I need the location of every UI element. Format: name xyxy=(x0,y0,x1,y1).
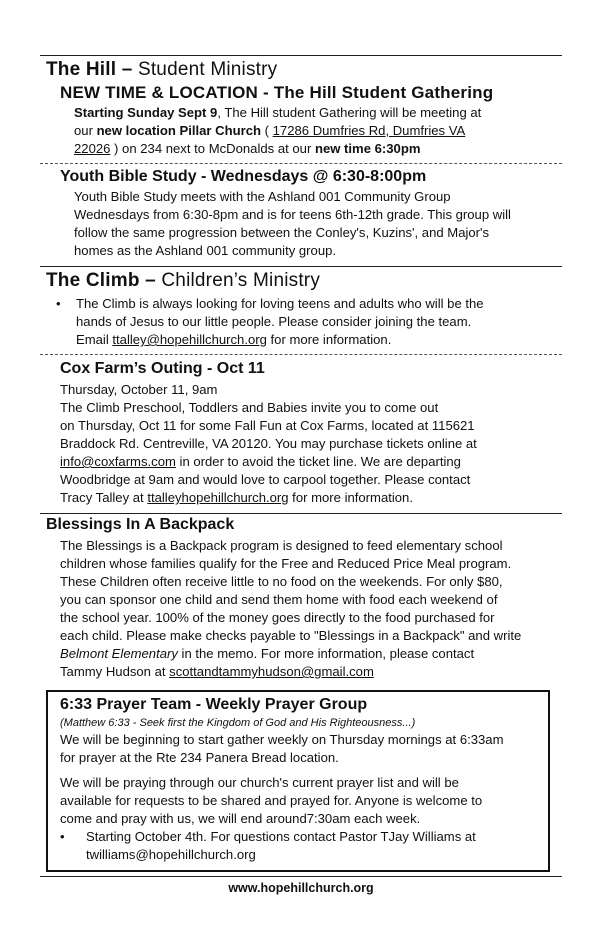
cox-line: Braddock Rd. Centreville, VA 20120. You may purchase tickets online at xyxy=(60,436,477,451)
hill-start-date: Starting Sunday Sept 9 xyxy=(74,105,218,120)
climb-subtitle: Children’s Ministry xyxy=(161,270,321,291)
bullet-icon: • xyxy=(60,829,65,844)
hill-text: ) on 234 next to McDonalds at our xyxy=(110,141,315,156)
dashed-divider xyxy=(40,354,562,355)
newsletter-page xyxy=(40,0,562,929)
hill-location: new location Pillar Church xyxy=(96,123,261,138)
climb-title: The Climb xyxy=(46,270,140,291)
blessings-email-link[interactable]: scottandtammyhudson@gmail.com xyxy=(169,664,374,679)
hill-time: new time 6:30pm xyxy=(314,141,421,156)
footer-website[interactable]: www.hopehillchurch.org xyxy=(228,881,374,895)
blessings-title: Blessings In A Backpack xyxy=(46,516,235,533)
climb-bullet-item xyxy=(40,295,562,349)
prayer-verse: (Matthew 6:33 - Seek first the Kingdom of God and His Righteousness...) xyxy=(60,717,416,729)
youth-section xyxy=(40,168,562,260)
blessings-line: you can sponsor one child and send them home with food each weekend of xyxy=(60,592,498,607)
hill-text: , The Hill student Gathering will be meeting at xyxy=(217,105,482,120)
cox-paragraph xyxy=(40,381,562,507)
blessings-line: the school year. 100% of the money goes directly to the food purchased for xyxy=(60,610,495,625)
cox-line: for more information. xyxy=(288,490,413,505)
climb-line: hands of Jesus to our little people. Please consider joining the team. xyxy=(76,314,472,329)
climb-section xyxy=(40,270,562,349)
hill-subtitle: Student Ministry xyxy=(137,59,278,80)
section-divider xyxy=(40,266,562,267)
prayer-line: Starting October 4th. For questions contact Pastor TJay Williams at xyxy=(86,829,476,844)
cox-line: in order to avoid the ticket line. We are departing xyxy=(175,454,461,469)
cox-title: Cox Farm’s Outing - Oct 11 xyxy=(60,360,265,377)
prayer-title: 6:33 Prayer Team - Weekly Prayer Group xyxy=(60,696,368,713)
youth-paragraph xyxy=(40,188,562,260)
blessings-paragraph xyxy=(40,537,562,681)
blessings-line: children whose families qualify for the Free and Reduced Price Meal program. xyxy=(60,556,512,571)
cox-date: Thursday, October 11, 9am xyxy=(60,382,218,397)
blessings-line: These Children often receive little to no food on the weekends. For only $80, xyxy=(60,574,503,589)
bottom-divider xyxy=(40,876,562,877)
climb-dash: – xyxy=(139,270,162,291)
climb-line: for more information. xyxy=(266,332,392,347)
hill-text: ( xyxy=(261,123,273,138)
prayer-line: for prayer at the Rte 234 Panera Bread location. xyxy=(60,750,339,765)
prayer-contact-email: twilliams@hopehillchurch.org xyxy=(86,847,256,862)
prayer-box xyxy=(46,690,550,872)
youth-title: Youth Bible Study - Wednesdays @ 6:30-8:00pm xyxy=(60,168,427,185)
climb-line: The Climb is always looking for loving teens and adults who will be the xyxy=(76,296,484,311)
dashed-divider xyxy=(40,163,562,164)
prayer-bullet-item xyxy=(60,828,544,864)
section-divider xyxy=(40,513,562,514)
cox-line: Woodbridge at 9am and would love to carpool together. Please contact xyxy=(60,472,471,487)
hill-text: our xyxy=(74,123,97,138)
prayer-line: We will be praying through our church's current prayer list and will be xyxy=(60,775,459,790)
cox-line: The Climb Preschool, Toddlers and Babies invite you to come out xyxy=(60,400,439,415)
hill-address-link[interactable]: 17286 Dumfries Rd, Dumfries VA xyxy=(272,123,466,138)
youth-line: homes as the Ashland 001 community group. xyxy=(74,243,337,258)
hill-zip-link[interactable]: 22026 xyxy=(74,141,111,156)
hill-paragraph xyxy=(40,104,562,158)
climb-heading xyxy=(40,270,562,292)
blessings-line: The Blessings is a Backpack program is designed to feed elementary school xyxy=(60,538,503,553)
youth-line: Youth Bible Study meets with the Ashland 001 Community Group xyxy=(74,189,451,204)
hill-dash: – xyxy=(116,59,138,80)
cox-website-link[interactable]: info@coxfarms.com xyxy=(60,454,176,469)
prayer-line: We will be beginning to start gather weekly on Thursday mornings at 6:33am xyxy=(60,732,504,747)
blessings-section xyxy=(40,516,562,681)
hill-heading xyxy=(40,59,562,81)
hill-title: The Hill xyxy=(46,59,117,80)
hill-section xyxy=(40,59,562,158)
cox-email-link[interactable]: ttalleyhopehillchurch.org xyxy=(147,490,289,505)
prayer-line: available for requests to be shared and prayed for. Anyone is welcome to xyxy=(60,793,483,808)
blessings-line: Tammy Hudson at xyxy=(60,664,170,679)
top-divider xyxy=(40,55,562,56)
youth-line: Wednesdays from 6:30-8pm and is for teens 6th-12th grade. This group will xyxy=(74,207,511,222)
cox-line: on Thursday, Oct 11 for some Fall Fun at Cox Farms, located at 115621 xyxy=(60,418,475,433)
blessings-line: in the memo. For more information, please contact xyxy=(177,646,475,661)
blessings-line: each child. Please make checks payable to "Blessings in a Backpack" and write xyxy=(60,628,522,643)
cox-section xyxy=(40,360,562,507)
prayer-content xyxy=(60,696,544,864)
prayer-line: come and pray with us, we will end around7:30am each week. xyxy=(60,811,421,826)
blessings-school-name: Belmont Elementary xyxy=(60,646,178,661)
cox-line: Tracy Talley at xyxy=(60,490,148,505)
prayer-paragraph-1 xyxy=(60,731,544,767)
climb-line: Email xyxy=(76,332,113,347)
climb-email-link[interactable]: ttalley@hopehillchurch.org xyxy=(112,332,267,347)
youth-line: follow the same progression between the Conley's, Kuzins', and Major's xyxy=(74,225,490,240)
hill-headline: NEW TIME & LOCATION - The Hill Student Gathering xyxy=(60,83,494,102)
prayer-paragraph-2 xyxy=(60,774,544,828)
bullet-icon: • xyxy=(56,296,61,311)
